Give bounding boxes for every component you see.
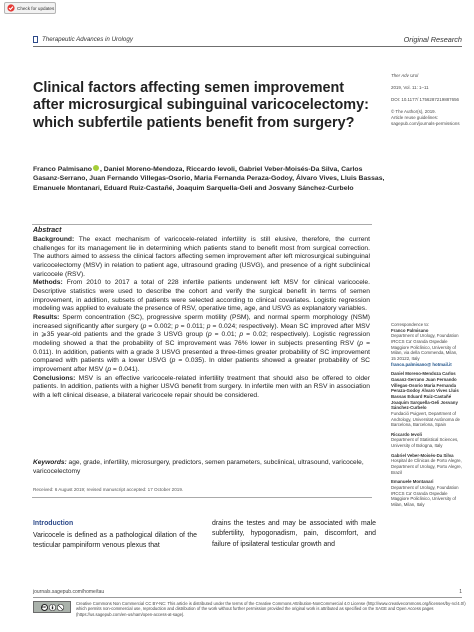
correspondence-label: Correspondence to:: [391, 322, 430, 327]
journal-name: Therapeutic Advances in Urology: [42, 36, 133, 43]
abstract-section: [32, 224, 372, 498]
abstract-methods: Methods: From 2010 to 2017 a total of 228 infertile patients underwent left MSV for clinical varicocele. Descriptive statistics were used to describe the cohort and verify the surgical benefit in terms of semen improvement, in addition, subsets of patients were selected according to clinical covariates. Logistic regression modeling was applied to evaluate the presence of RSV, operative time, age, and USVG as explanatory variables.: [33, 279, 370, 313]
author-group-1-affiliation: Fundació Puigvert, Department of Andrology, Universitat Autònoma de Barcelona, Barcelona, Spain: [391, 410, 460, 428]
noncommercial-icon: [57, 604, 64, 611]
corresponding-email[interactable]: franco.palmisano@ hotmail.it: [391, 361, 452, 367]
abstract-results: Results: Sperm concentration (SC), progressive sperm motility (PSM), and normal sperm morphology (NSM) increased significantly after surgery (p = 0.002; p = 0.011; p = 0.024; respectively). Mean SC improved after MSV in ⩾35 year-old patients and the grade 3 USVG group (p = 0.01; p = 0.02; respectively). Logistic regression modeling showed a that the probability of SC improvement was 76% lower in subjects presenting RSV (p = 0.011). In addition, patients with a grade 3 USVG presented a three-times greater probability of SC improvement compared with patients with a lower USVG (p = 0.035). In older patients showed a greater probability of SC improvement after MSV (p = 0.041).: [33, 313, 371, 373]
author-group-3: Gabriel Veber-Moisés-Da Silva: [391, 452, 454, 458]
orcid-icon[interactable]: [93, 165, 99, 171]
page-number: 1: [459, 589, 462, 595]
license-text: Creative Commons Non Commercial CC BY-NC: This article is distributed under the terms of the Creative Commons Attribution-NonCommercial 4.0 License (http://www.creativecommons.org/licenses/by-nc/4.0/) which permits non-commercial use, reproduction and distribution of the work without further permission provided the original work is attributed as specified on the SAGE and Open Access pages (https://us.sagepub.com/en-us/nam/open-access-at-sage).: [76, 601, 466, 617]
author-group-4-affiliation: Department of Urology, Foundation IRCCS Ca' Granda Ospedale Maggiore Policlinico, University of Milan, Milan, Italy: [391, 485, 459, 508]
author-group-2: Riccardo Ievoli: [391, 431, 422, 437]
doi[interactable]: DOI: 10.1177/ 1756287219887656: [391, 96, 460, 102]
abstract-body: [33, 236, 370, 400]
footer-url[interactable]: journals.sagepub.com/home/tau: [33, 589, 105, 595]
author-group-3-affiliation: Hospital de Clínicas de Porto Alegre, Department of Urology, Porto Alegre, Brazil: [391, 458, 462, 475]
author-group-2-affiliation: Department of Statistical Sciences, University of Bologna, Italy: [391, 437, 459, 449]
side-metadata: [391, 73, 461, 126]
volume-info: 2019, Vol. 11: 1–11: [391, 84, 429, 90]
reuse-guidelines[interactable]: Article reuse guidelines: sagepub.com/journals-permissions: [391, 114, 460, 126]
person-icon: [49, 604, 56, 611]
conclusions-label: Conclusions:: [33, 374, 76, 382]
other-authors: , Daniel Moreno-Mendoza, Riccardo Ievoli, Gabriel Veber-Moisés-Da Silva, Carlos Gasanz-Serrano, Juan Fernando Villegas-Osorio, Maria Fernanda Peraza-Godoy, Álvaro Vives, Lluis Bassas, Emanuele Montanari, Eduard Ruiz-Castañé, Joaquim Sarquella-Geli and Josvany Sánchez-Curbelo: [33, 166, 385, 192]
abstract-conclusions: Conclusions: MSV is an effective varicocele-related infertility treatment that should also be offered to older patients. In addition, patients with a higher USVG benefit from surgery. In infertile men with an RSV in association with a left clinical disease, a bilateral varicocele repair should be considered.: [33, 374, 370, 399]
keywords: Keywords: age, grade, infertility, microsurgery, predictors, semen parameters, subclinical, ultrasound, varicocele, varicocelectomy: [33, 459, 364, 475]
copyright: © The Author(s), 2019.: [391, 108, 436, 114]
badge-label: Check for updates: [17, 5, 55, 11]
introduction-heading: Introduction: [33, 520, 74, 527]
article-type: Original Research: [403, 35, 462, 44]
journal-logo-icon: [33, 36, 38, 43]
received-dates: Received: 6 August 2019; revised manuscript accepted: 17 October 2019.: [33, 487, 184, 492]
journal-abbreviation: Ther Adv Urol: [391, 73, 419, 78]
methods-label: Methods:: [33, 279, 63, 287]
background-label: Background:: [33, 236, 75, 243]
cc-icon: cc: [42, 604, 46, 609]
journal-header: [33, 33, 462, 47]
crossmark-icon: [7, 4, 15, 12]
author-group-4: Emanuele Montanari: [391, 479, 434, 485]
abstract-background: Background: The exact mechanism of varicocele-related infertility is still elusive, therefore, the current challenges for its management lie in determining which patients stand to benefit most from surgical correction. The authors aimed to assess the clinical factors affecting semen improvement after left microsurgical subinguinal varicocelectomy (MSV) in relation to patient age, ultrasound grading (USVG), and presence of a right subclinical varicocele (RSV).: [33, 236, 370, 278]
introduction-column-1: Varicocele is defined as a pathological dilation of the testicular pampiniform venous plexus that: [33, 532, 197, 550]
keywords-label: Keywords:: [33, 459, 67, 466]
author-list: [33, 165, 385, 193]
results-label: Results:: [33, 313, 60, 321]
abstract-heading: Abstract: [33, 227, 62, 234]
corresponding-author: Franco Palmisano: [391, 327, 429, 333]
first-author[interactable]: Franco Palmisano: [33, 166, 92, 173]
corresponding-affiliation: Department of Urology, Foundation IRCCS Ca' Granda Ospedale Maggiore Policlinico, University of Milan, via della Commenda, Milan, 15 20122, Italy: [391, 333, 459, 361]
cc-license-badge[interactable]: [33, 601, 71, 613]
correspondence-block: [391, 322, 463, 512]
check-for-updates-badge[interactable]: [4, 2, 56, 14]
article-title: Clinical factors affecting semen improvement after microsurgical subinguinal varicocelectomy: which subfertile patients benefit from surgery?: [33, 80, 369, 131]
author-group-1: Daniel Moreno-Mendoza Carlos Gasanz-Serrano Juan Fernando Villegas-Osorio Maria Fernanda Peraza-Godoy Álvaro Vives Lluis Bassas Eduard Ruiz-Castañé Joaquim Sarquella-Geli Josvany Sánchez-Curbelo: [391, 371, 459, 411]
introduction-column-2: drains the testes and may be associated with male subfertility, hypogonadism, pain, discomfort, and failure of ipsilateral testicular growth and: [212, 520, 376, 548]
